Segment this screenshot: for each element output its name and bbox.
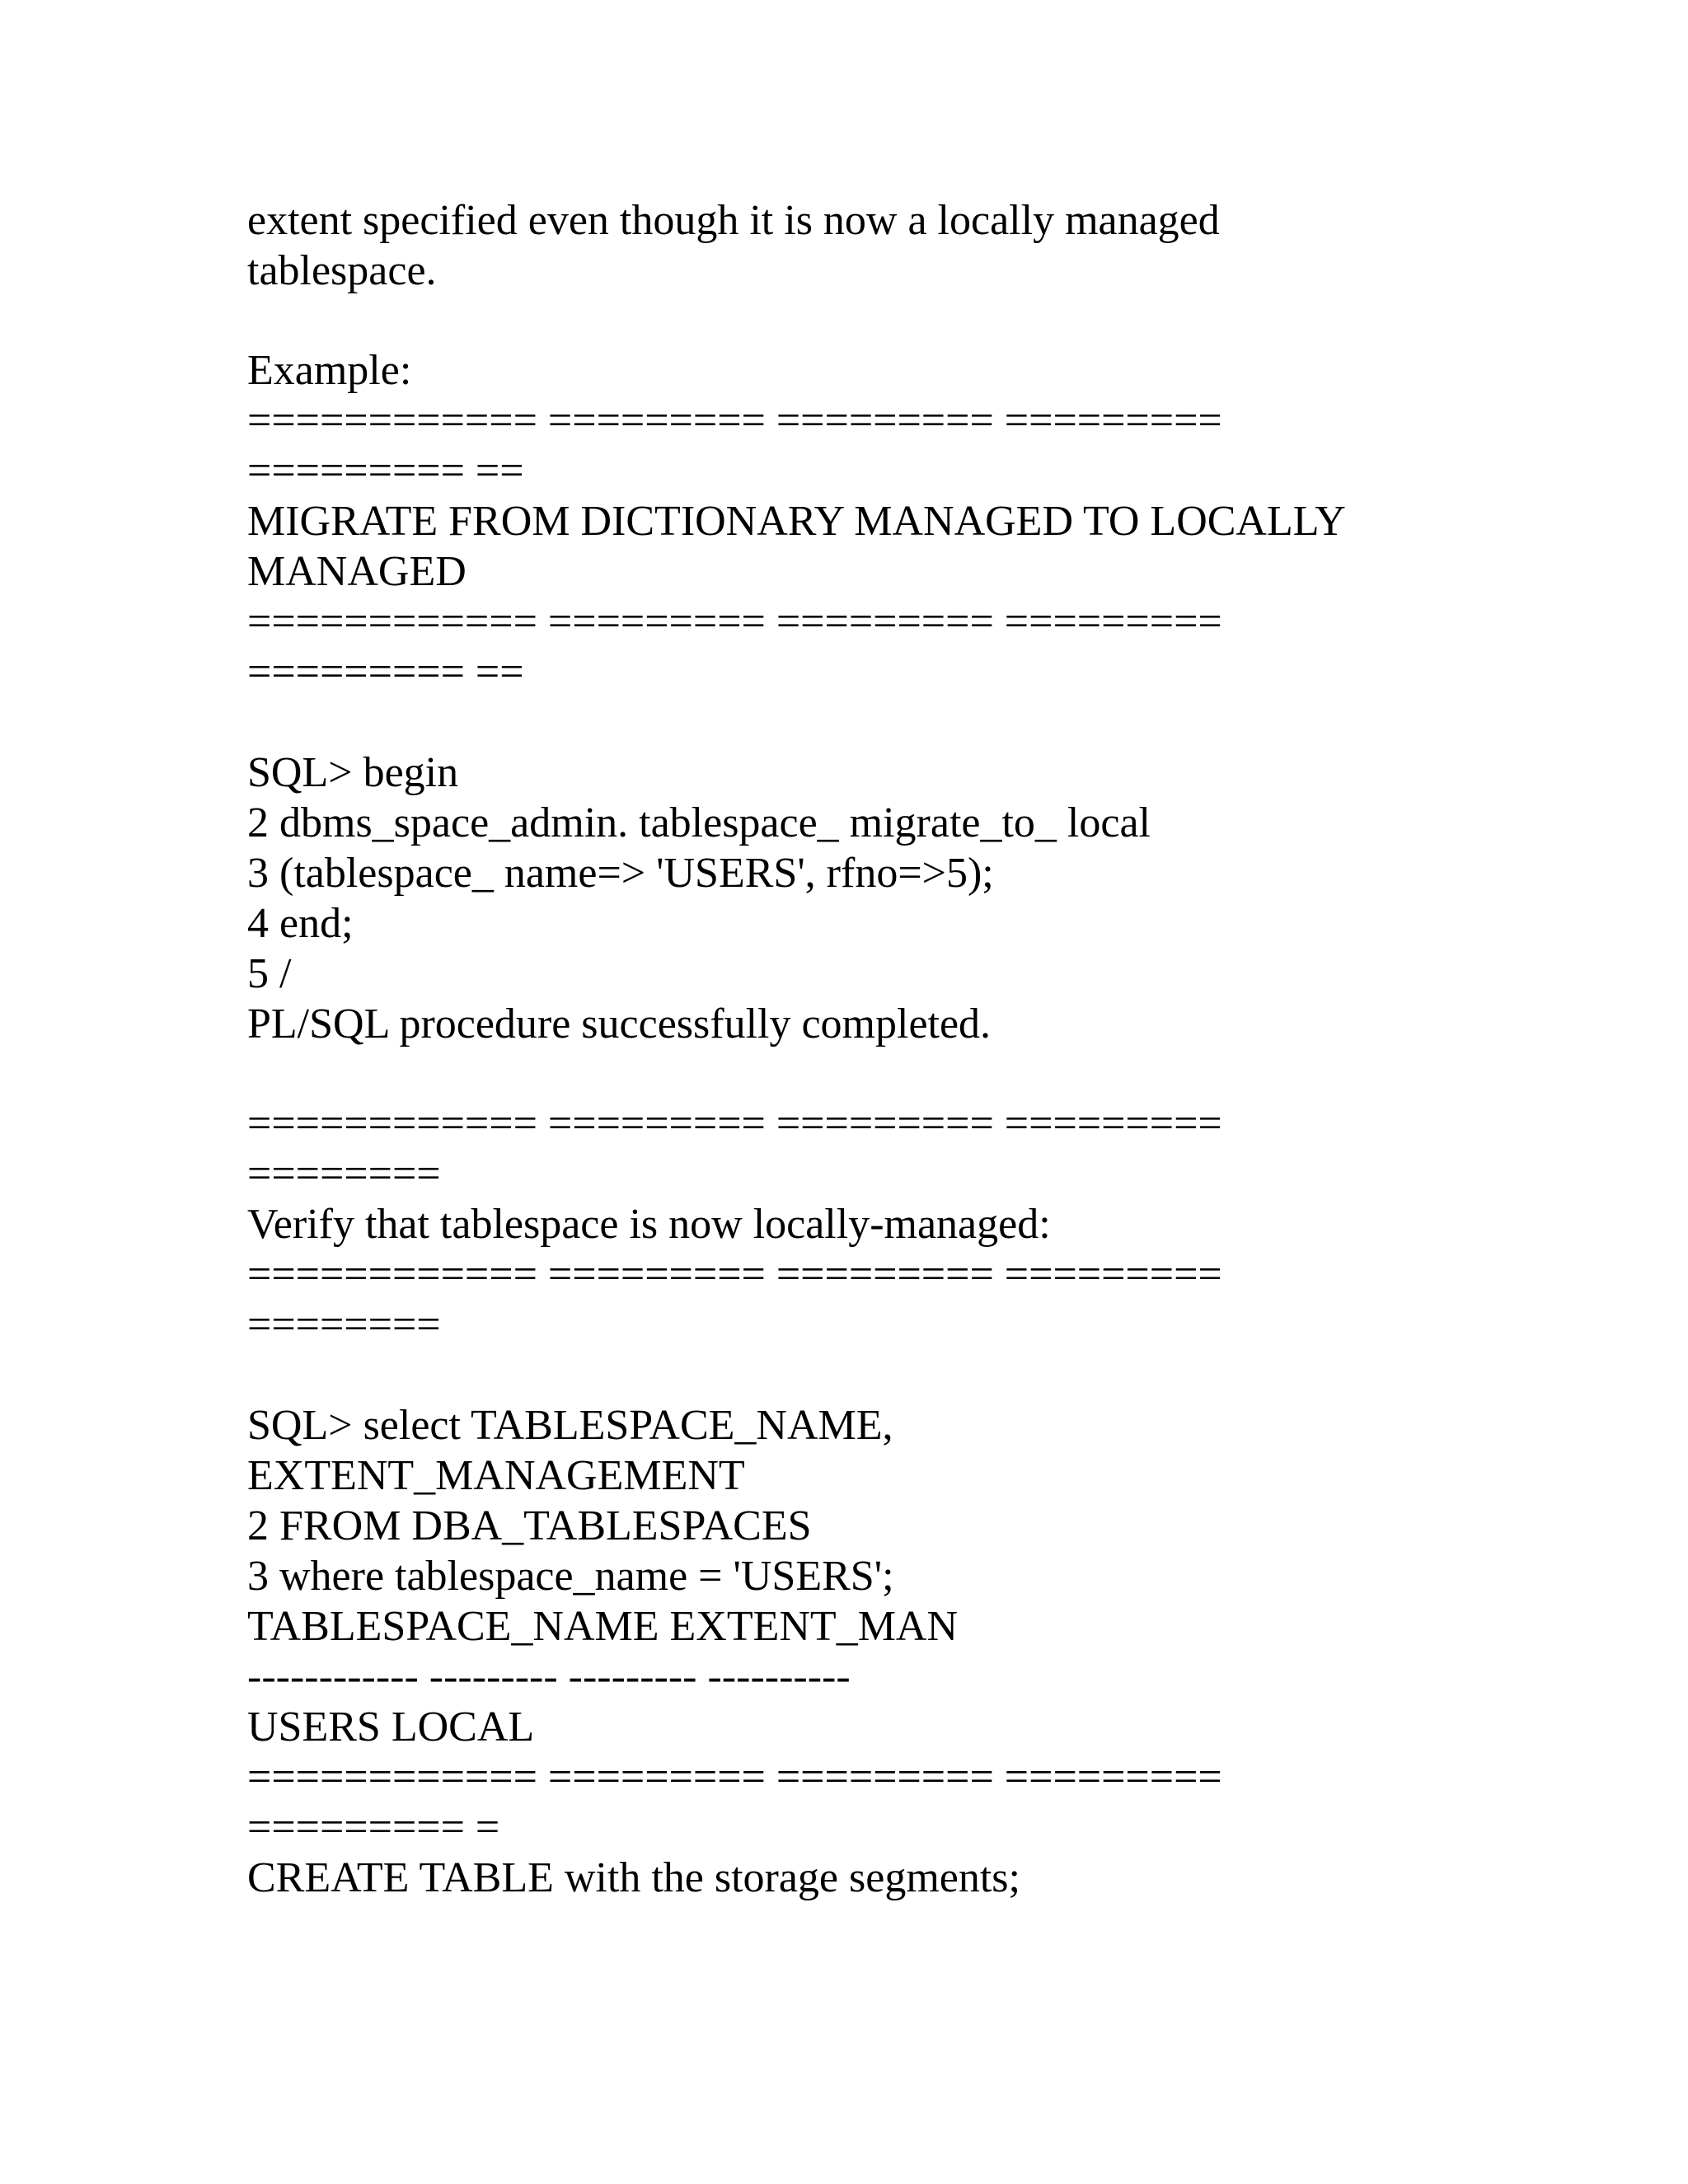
separator-line: ======== xyxy=(247,1151,441,1197)
text-line: CREATE TABLE with the storage segments; xyxy=(247,1854,1020,1901)
separator-line: ========= = xyxy=(247,1804,500,1851)
code-line: 2 dbms_space_admin. tablespace_ migrate_to_ local xyxy=(247,799,1151,846)
text-line: Example: xyxy=(247,347,412,394)
separator-line: ========= == xyxy=(247,649,524,696)
code-line: EXTENT_MANAGEMENT xyxy=(247,1452,745,1499)
output-line: TABLESPACE_NAME EXTENT_MAN xyxy=(247,1603,959,1650)
section-heading: MANAGED xyxy=(247,548,467,595)
section-heading: MIGRATE FROM DICTIONARY MANAGED TO LOCALLY xyxy=(247,498,1346,545)
text-line: tablespace. xyxy=(247,247,437,294)
separator-line: ============ ========= ========= ========= xyxy=(247,1100,1222,1147)
separator-line: ============ ========= ========= ========= xyxy=(247,1754,1222,1801)
code-line: 3 where tablespace_name = 'USERS'; xyxy=(247,1553,894,1600)
separator-line: ============ ========= ========= ========= xyxy=(247,397,1222,444)
separator-line: ============ ========= ========= ========= xyxy=(247,1251,1222,1298)
code-line: 5 / xyxy=(247,950,292,997)
text-line: extent specified even though it is now a locally managed xyxy=(247,197,1220,244)
code-line: SQL> begin xyxy=(247,749,459,796)
separator-line: ========= == xyxy=(247,448,524,494)
output-line: ------------ --------- --------- ---------- xyxy=(247,1653,851,1700)
code-line: 4 end; xyxy=(247,900,354,947)
code-line: 3 (tablespace_ name=> 'USERS', rfno=>5); xyxy=(247,850,994,897)
code-line: 2 FROM DBA_TABLESPACES xyxy=(247,1502,812,1549)
section-heading: Verify that tablespace is now locally-managed: xyxy=(247,1201,1051,1248)
separator-line: ============ ========= ========= ========= xyxy=(247,598,1222,645)
output-line: USERS LOCAL xyxy=(247,1704,535,1750)
output-line: PL/SQL procedure successfully completed. xyxy=(247,1001,992,1047)
code-line: SQL> select TABLESPACE_NAME, xyxy=(247,1402,893,1449)
separator-line: ======== xyxy=(247,1301,441,1348)
